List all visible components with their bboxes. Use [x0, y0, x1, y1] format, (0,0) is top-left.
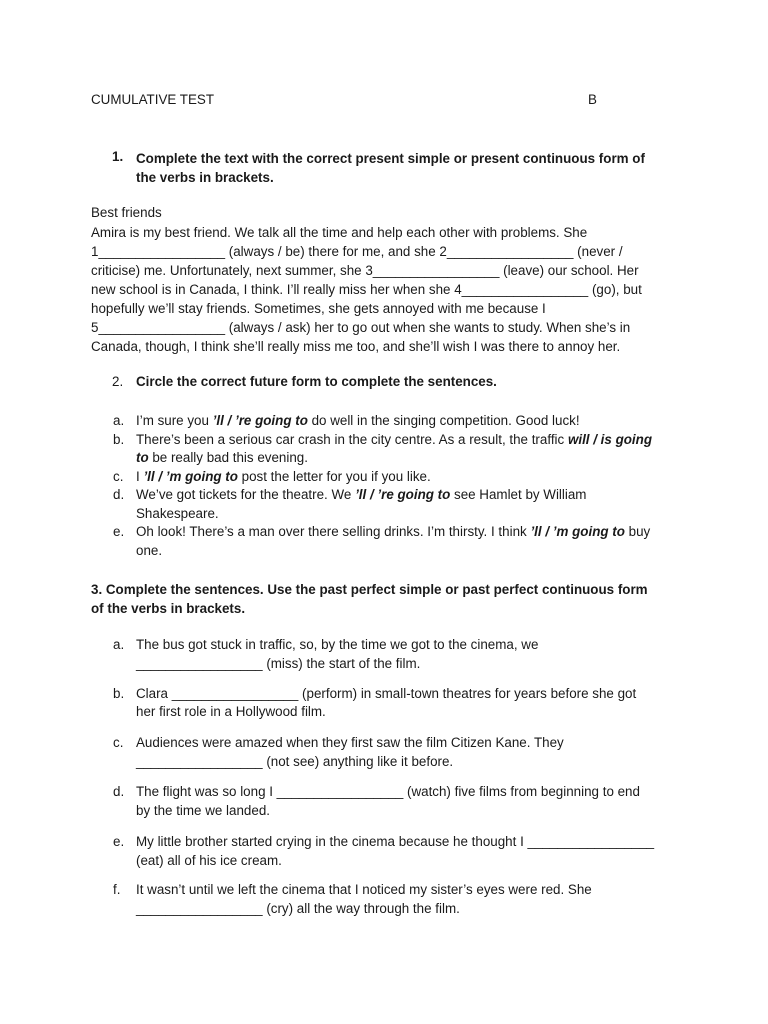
item-line: Audiences were amazed when they first saw the film Citizen Kane. They [136, 735, 564, 750]
q3-instruction-line: 3. Complete the sentences. Use the past perfect simple or past perfect continuous form [91, 582, 648, 597]
item-text-part: I [136, 468, 144, 484]
item-text-part: one. [136, 542, 163, 558]
item-letter: e. [113, 834, 125, 849]
item-letter: c. [113, 735, 124, 750]
answer-options[interactable]: ’ll / ’re going to [355, 487, 451, 502]
passage-line: new school is in Canada, I think. I’ll really miss her when she 4_________________ (go), but [91, 282, 642, 297]
item-text-part: post the letter for you if you like. [237, 468, 431, 484]
q1-instruction-line: the verbs in brackets. [136, 170, 274, 185]
q2-instruction: Circle the correct future form to complete the sentences. [136, 374, 497, 389]
item-text [136, 734, 681, 771]
item-text [136, 833, 681, 870]
item-line: by the time we landed. [136, 802, 270, 818]
item-text-part: There’s been a serious car crash in the city centre. As a result, the traffic [136, 431, 568, 447]
answer-options[interactable]: ’ll / ’m going to [530, 524, 625, 539]
item-text [136, 523, 681, 560]
item-line: _________________ (cry) all the way through the film. [136, 900, 460, 916]
answer-options[interactable]: ’ll / ’m going to [143, 468, 238, 484]
passage-line: hopefully we’ll stay friends. Sometimes, she gets annoyed with me because I [91, 301, 546, 316]
item-line: The bus got stuck in traffic, so, by the time we got to the cinema, we [136, 637, 539, 652]
item-letter: c. [113, 468, 124, 484]
q3-instruction [91, 580, 681, 618]
item-letter: d. [113, 487, 125, 502]
item-line: her first role in a Hollywood film. [136, 704, 326, 719]
item-line: _________________ (not see) anything like it before. [136, 753, 454, 769]
item-text-part: buy [624, 524, 651, 539]
item-text-part: Shakespeare. [136, 505, 219, 521]
answer-options[interactable]: to [136, 450, 149, 465]
test-header [91, 92, 601, 107]
item-text [136, 685, 681, 722]
item-text [136, 881, 681, 918]
item-text-part: We’ve got tickets for the theatre. We [136, 487, 356, 502]
item-text [136, 636, 681, 673]
test-title: CUMULATIVE TEST [91, 92, 215, 107]
item-text [136, 468, 681, 487]
item-text [136, 412, 681, 431]
passage-line: 5_________________ (always / ask) her to go out when she wants to study. When she’s in [91, 320, 631, 335]
passage-title: Best friends [91, 205, 162, 220]
item-line: _________________ (miss) the start of the film. [136, 655, 421, 671]
item-letter: e. [113, 524, 125, 539]
passage-line: Canada, though, I think she’ll really miss me too, and she’ll wish I was there to annoy her. [91, 339, 621, 354]
item-text [136, 431, 681, 468]
q3-instruction-line: of the verbs in brackets. [91, 601, 246, 616]
item-text-part: Oh look! There’s a man over there selling drinks. I’m thirsty. I think [136, 524, 531, 539]
q1-instruction [136, 149, 676, 187]
passage [91, 223, 681, 356]
item-text-part: see Hamlet by William [450, 487, 587, 502]
q1-instruction-line: Complete the text with the correct present simple or present continuous form of [136, 151, 645, 166]
item-text-part: be really bad this evening. [148, 450, 308, 465]
item-line: It wasn’t until we left the cinema that I noticed my sister’s eyes were red. She [136, 882, 592, 897]
item-line: My little brother started crying in the cinema because he thought I _________________ [136, 834, 655, 849]
passage-line: Amira is my best friend. We talk all the time and help each other with problems. She [91, 225, 588, 240]
item-letter: d. [113, 784, 125, 799]
item-letter: a. [113, 413, 125, 428]
item-line: Clara _________________ (perform) in small-town theatres for years before she got [136, 685, 637, 701]
item-text [136, 486, 681, 523]
item-line: (eat) all of his ice cream. [136, 852, 282, 868]
item-text-part: do well in the singing competition. Good luck! [307, 413, 580, 428]
item-text [136, 783, 681, 820]
item-letter: b. [113, 431, 125, 447]
answer-options[interactable]: ’ll / ’re going to [212, 413, 308, 428]
item-letter: b. [113, 685, 125, 701]
item-letter: a. [113, 637, 125, 652]
q2-number: 2. [112, 374, 124, 389]
item-letter: f. [113, 882, 121, 897]
answer-options[interactable]: will / is going [567, 431, 653, 447]
item-text-part: I’m sure you [136, 413, 213, 428]
item-line: The flight was so long I _________________ (watch) five films from beginning to end [136, 784, 640, 799]
passage-line: criticise) me. Unfortunately, next summer, she 3_________________ (leave) our school. Her [91, 263, 639, 278]
passage-line: 1_________________ (always / be) there for me, and she 2_________________ (never / [91, 244, 623, 259]
q1-number: 1. [112, 149, 124, 164]
test-version: B [588, 92, 597, 107]
